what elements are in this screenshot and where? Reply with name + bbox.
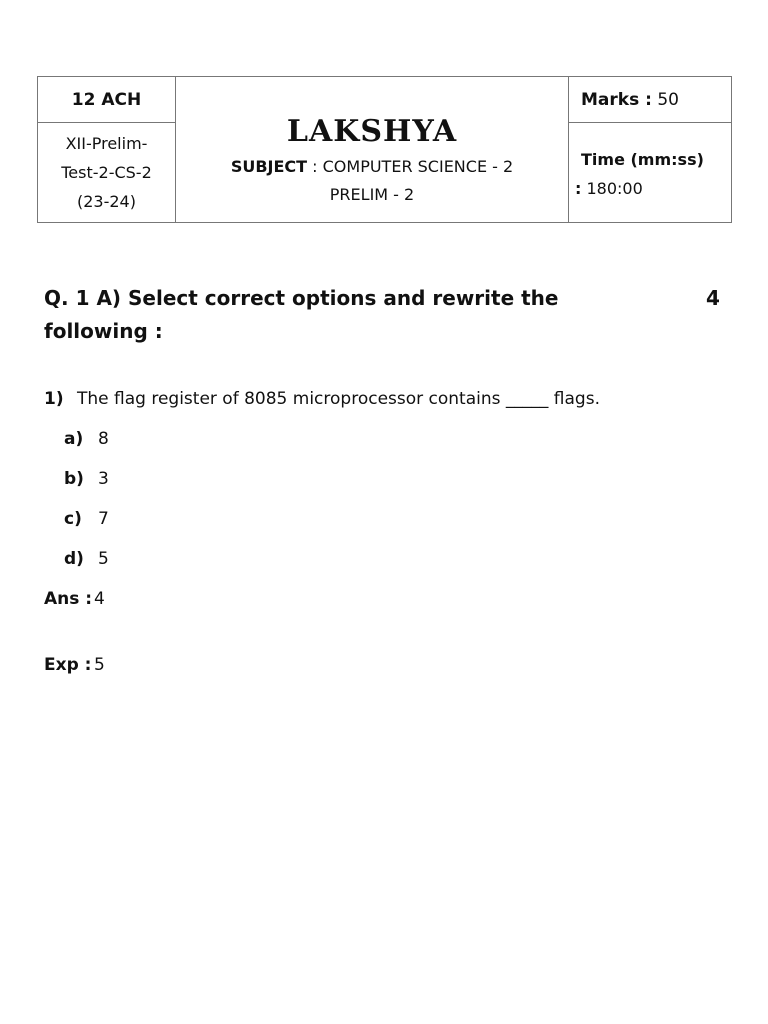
option-label: d)	[64, 549, 84, 569]
header-table	[37, 76, 732, 223]
option-text: 3	[98, 469, 109, 489]
exam-name: PRELIM - 2	[329, 185, 415, 204]
explanation-row	[44, 652, 105, 678]
explanation-label: Exp :	[44, 655, 92, 675]
question-item-text: The flag register of 8085 microprocessor contains _____ flags.	[77, 389, 600, 409]
marks-value: 50	[651, 89, 679, 110]
test-code-line-1: XII-Prelim-	[65, 134, 148, 153]
option-c	[64, 506, 109, 532]
option-text: 5	[98, 549, 109, 569]
test-code-cell	[38, 123, 176, 222]
option-label: c)	[64, 509, 82, 529]
question-marks: 4	[706, 286, 720, 310]
marks-label: Marks :	[581, 89, 652, 110]
explanation-value: 5	[94, 655, 105, 675]
time-label: Time (mm:ss)	[581, 150, 704, 169]
question-item	[44, 386, 600, 412]
option-b	[64, 466, 109, 492]
test-code-line-2: Test-2-CS-2	[61, 163, 152, 182]
answer-label: Ans :	[44, 589, 93, 609]
answer-row	[44, 586, 105, 612]
class-label: 12 ACH	[71, 89, 142, 110]
question-heading: Q. 1 A) Select correct options and rewrite the following :	[44, 286, 559, 343]
answer-value: 4	[94, 589, 105, 609]
option-text: 8	[98, 429, 109, 449]
test-code-line-3: (23-24)	[77, 192, 136, 211]
marks-cell	[569, 77, 731, 123]
option-label: a)	[64, 429, 84, 449]
question-item-number: 1)	[44, 389, 64, 409]
option-label: b)	[64, 469, 84, 489]
time-cell	[569, 123, 731, 222]
class-cell	[38, 77, 176, 123]
subject-line	[231, 155, 513, 179]
time-value: 180:00	[581, 179, 643, 198]
option-text: 7	[98, 509, 109, 529]
subject-value: : COMPUTER SCIENCE - 2	[307, 157, 514, 176]
option-d	[64, 546, 109, 572]
subject-label: SUBJECT	[230, 157, 308, 176]
time-colon: :	[575, 179, 582, 198]
brand-title: LAKSHYA	[286, 114, 458, 149]
title-cell	[176, 77, 569, 222]
option-a	[64, 426, 109, 452]
